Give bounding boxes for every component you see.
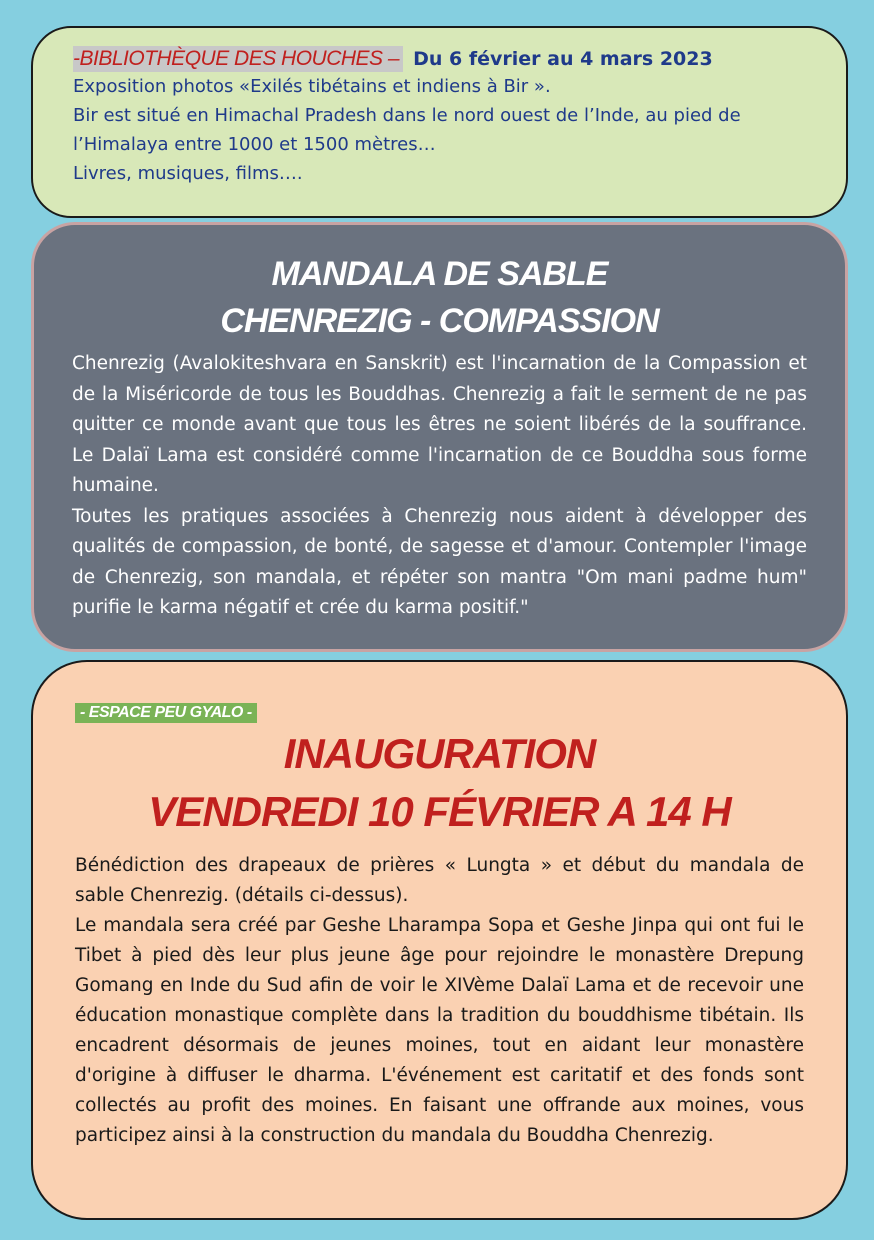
mandala-title-line-1: MANDALA DE SABLE (271, 255, 608, 293)
bibliotheque-tag: -BIBLIOTHÈQUE DES HOUCHES – (73, 46, 403, 72)
exhibition-line-3: l’Himalaya entre 1000 et 1500 mètres… (73, 134, 436, 155)
inauguration-title-line-2: VENDREDI 10 FÉVRIER A 14 H (148, 788, 731, 835)
exhibition-line-4: Livres, musiques, films…. (73, 163, 303, 184)
exhibition-dates: Du 6 février au 4 mars 2023 (413, 48, 713, 70)
exhibition-line-1: Exposition photos «Exilés tibétains et indiens à Bir ». (73, 76, 551, 97)
mandala-title-line-2: CHENREZIG - COMPASSION (220, 302, 659, 340)
mandala-section (31, 222, 848, 652)
inauguration-title (75, 725, 804, 841)
inauguration-title-line-1: INAUGURATION (283, 730, 596, 777)
mandala-paragraph-2: Toutes les pratiques associées à Chenrezig nous aident à développer des qualités de compassion, de bonté, de sagesse et d'amour. Contempler l'image de Chenrezig, son mandala, et répéter son mantra "Om mani padme hum" purifie le karma négatif et crée du karma positif." (72, 505, 807, 618)
mandala-paragraph-1: Chenrezig (Avalokiteshvara en Sanskrit) est l'incarnation de la Compassion et de la Miséricorde de tous les Bouddhas. Chenrezig a fait le serment de ne pas quitter ce monde avant que tous les êtres ne soient libérés de la souffrance. Le Dalaï Lama est considéré comme l'incarnation de ce Bouddha sous forme humaine. (72, 353, 807, 496)
espace-peu-gyalo-tag: - ESPACE PEU GYALO - (75, 703, 257, 723)
exhibition-line-2: Bir est situé en Himachal Pradesh dans le nord ouest de l’Inde, au pied de (73, 105, 741, 126)
inauguration-paragraph-1: Bénédiction des drapeaux de prières « Lungta » et début du mandala de sable Chenrezig. (détails ci-dessus). (75, 855, 804, 906)
bibliotheque-header (73, 46, 826, 72)
inauguration-paragraph-2: Le mandala sera créé par Geshe Lharampa Sopa et Geshe Jinpa qui ont fui le Tibet à pied dès leur plus jeune âge pour rejoindre le monastère Drepung Gomang en Inde du Sud afin de voir le XIVème Dalaï Lama et de recevoir une éducation monastique complète dans la tradition du bouddhisme tibétain. Ils encadrent désormais de jeunes moines, tout en aidant leur monastère d'origine à diffuser le dharma. L'événement est caritatif et des fonds sont collectés au profit des moines. En faisant une offrande aux moines, vous participez ainsi à la construction du mandala du Bouddha Chenrezig. (75, 915, 804, 1146)
inauguration-section (31, 660, 848, 1220)
bibliotheque-section (31, 26, 848, 218)
